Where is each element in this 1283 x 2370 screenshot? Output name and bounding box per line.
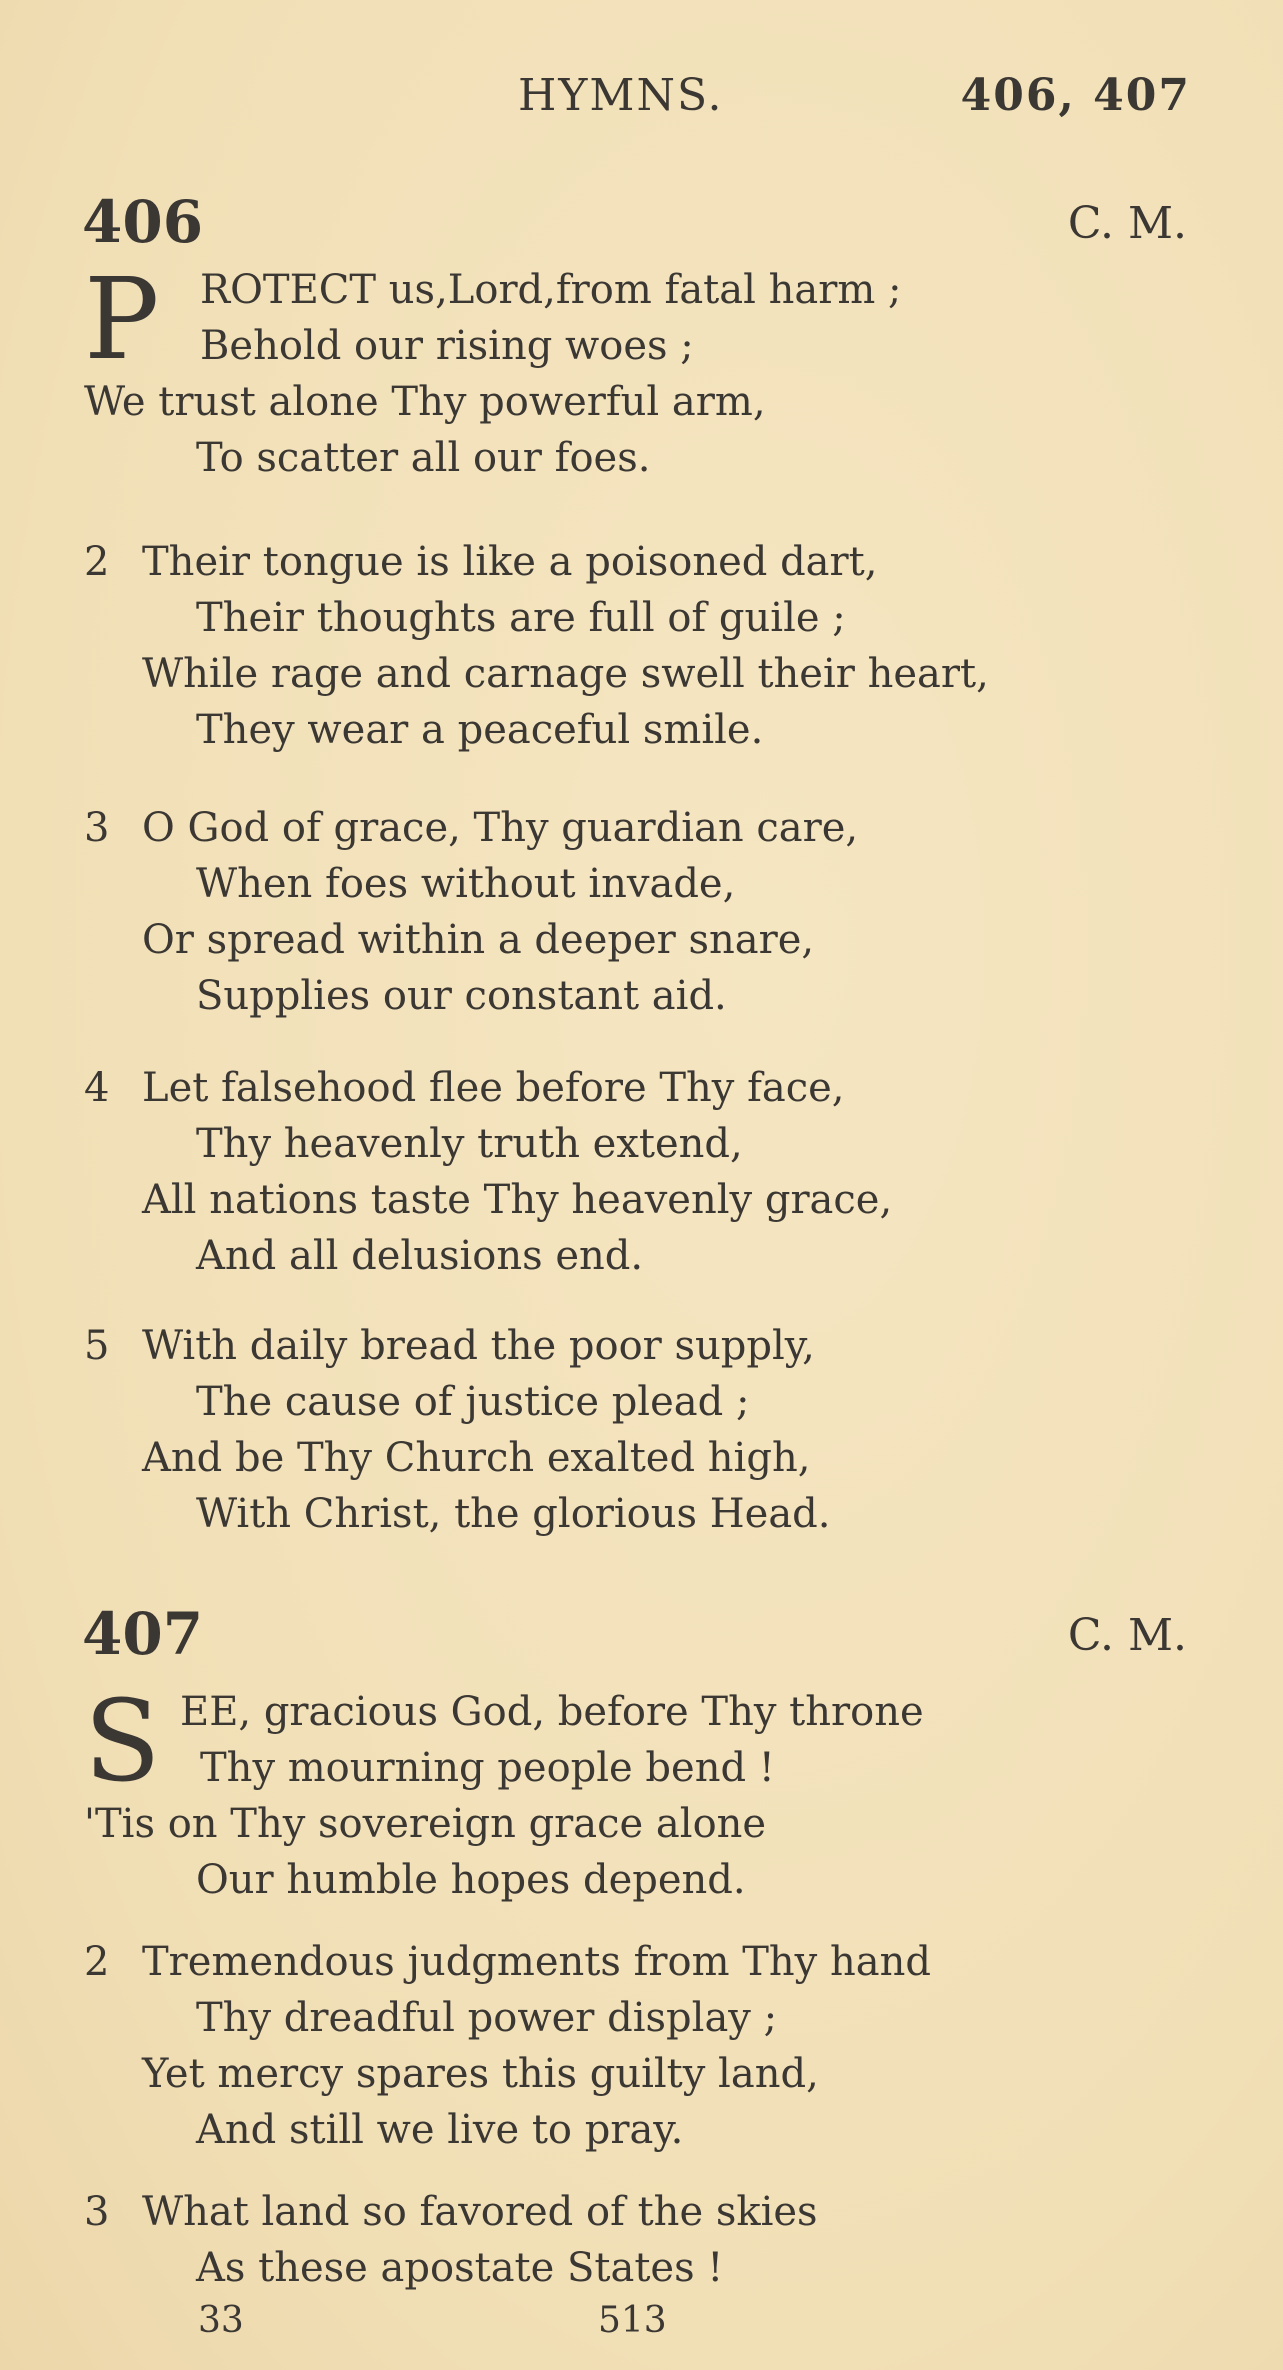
- verse-number: 5: [84, 1323, 110, 1369]
- hymn-406-heading: [82, 188, 1187, 258]
- verse-number: 3: [84, 805, 110, 851]
- hymn-406-verse-1: [84, 255, 1204, 486]
- hymn-406-verse-5: [84, 1318, 1204, 1542]
- verse-line: ROTECT us,Lord,from fatal harm ;: [200, 267, 902, 313]
- verse-line: Let falsehood flee before Thy face,: [142, 1065, 845, 1111]
- verse-line: Our humble hopes depend.: [196, 1857, 746, 1903]
- hymn-meter: C. M.: [1067, 198, 1187, 249]
- hymn-407-verse-1: [84, 1677, 1204, 1908]
- verse-line: Thy dreadful power display ;: [196, 1995, 778, 2041]
- verse-line: Their tongue is like a poisoned dart,: [142, 539, 878, 585]
- hymn-meter: C. M.: [1067, 1610, 1187, 1661]
- verse-line: To scatter all our foes.: [196, 435, 651, 481]
- hymn-407-verse-2: [84, 1934, 1204, 2158]
- verse-line: And still we live to pray.: [196, 2107, 684, 2153]
- header-hymn-numbers: 406, 407: [960, 70, 1191, 121]
- verse-number: 4: [84, 1065, 110, 1111]
- verse-line: And all delusions end.: [196, 1233, 644, 1279]
- verse-line: What land so favored of the skies: [142, 2189, 818, 2235]
- verse-line: Thy heavenly truth extend,: [196, 1121, 743, 1167]
- verse-line: Supplies our constant aid.: [196, 973, 727, 1019]
- hymn-406-verse-4: [84, 1060, 1204, 1284]
- running-header: [0, 70, 1283, 130]
- verse-line: Their thoughts are full of guile ;: [196, 595, 846, 641]
- verse-line: And be Thy Church exalted high,: [142, 1435, 811, 1481]
- verse-line: Thy mourning people bend !: [200, 1745, 775, 1791]
- hymn-407-verse-3: [84, 2184, 1204, 2296]
- verse-line: Behold our rising woes ;: [200, 323, 694, 369]
- hymn-number: 406: [82, 188, 204, 256]
- drop-cap: S: [84, 1677, 161, 1807]
- hymn-406-verse-2: [84, 534, 1204, 758]
- verse-line: With daily bread the poor supply,: [142, 1323, 815, 1369]
- verse-line: EE, gracious God, before Thy throne: [180, 1689, 924, 1735]
- verse-line: Yet mercy spares this guilty land,: [142, 2051, 819, 2097]
- signature-mark: 33: [198, 2300, 244, 2341]
- drop-cap: P: [84, 255, 160, 385]
- verse-number: 2: [84, 1939, 110, 1985]
- verse-line: We trust alone Thy powerful arm,: [84, 379, 766, 425]
- verse-line: As these apostate States !: [196, 2245, 724, 2291]
- verse-line: The cause of justice plead ;: [196, 1379, 750, 1425]
- verse-line: When foes without invade,: [196, 861, 736, 907]
- verse-line: They wear a peaceful smile.: [196, 707, 764, 753]
- verse-line: While rage and carnage swell their heart,: [142, 651, 989, 697]
- header-title: HYMNS.: [518, 70, 724, 121]
- verse-number: 2: [84, 539, 110, 585]
- hymn-number: 407: [82, 1600, 204, 1668]
- verse-number: 3: [84, 2189, 110, 2235]
- page-number: 513: [598, 2300, 667, 2341]
- verse-line: 'Tis on Thy sovereign grace alone: [84, 1801, 767, 1847]
- verse-line: All nations taste Thy heavenly grace,: [142, 1177, 893, 1223]
- verse-line: With Christ, the glorious Head.: [196, 1491, 831, 1537]
- verse-line: Or spread within a deeper snare,: [142, 917, 815, 963]
- hymn-406-verse-3: [84, 800, 1204, 1024]
- verse-line: Tremendous judgments from Thy hand: [142, 1939, 931, 1985]
- hymn-407-heading: [82, 1600, 1187, 1670]
- verse-line: O God of grace, Thy guardian care,: [142, 805, 859, 851]
